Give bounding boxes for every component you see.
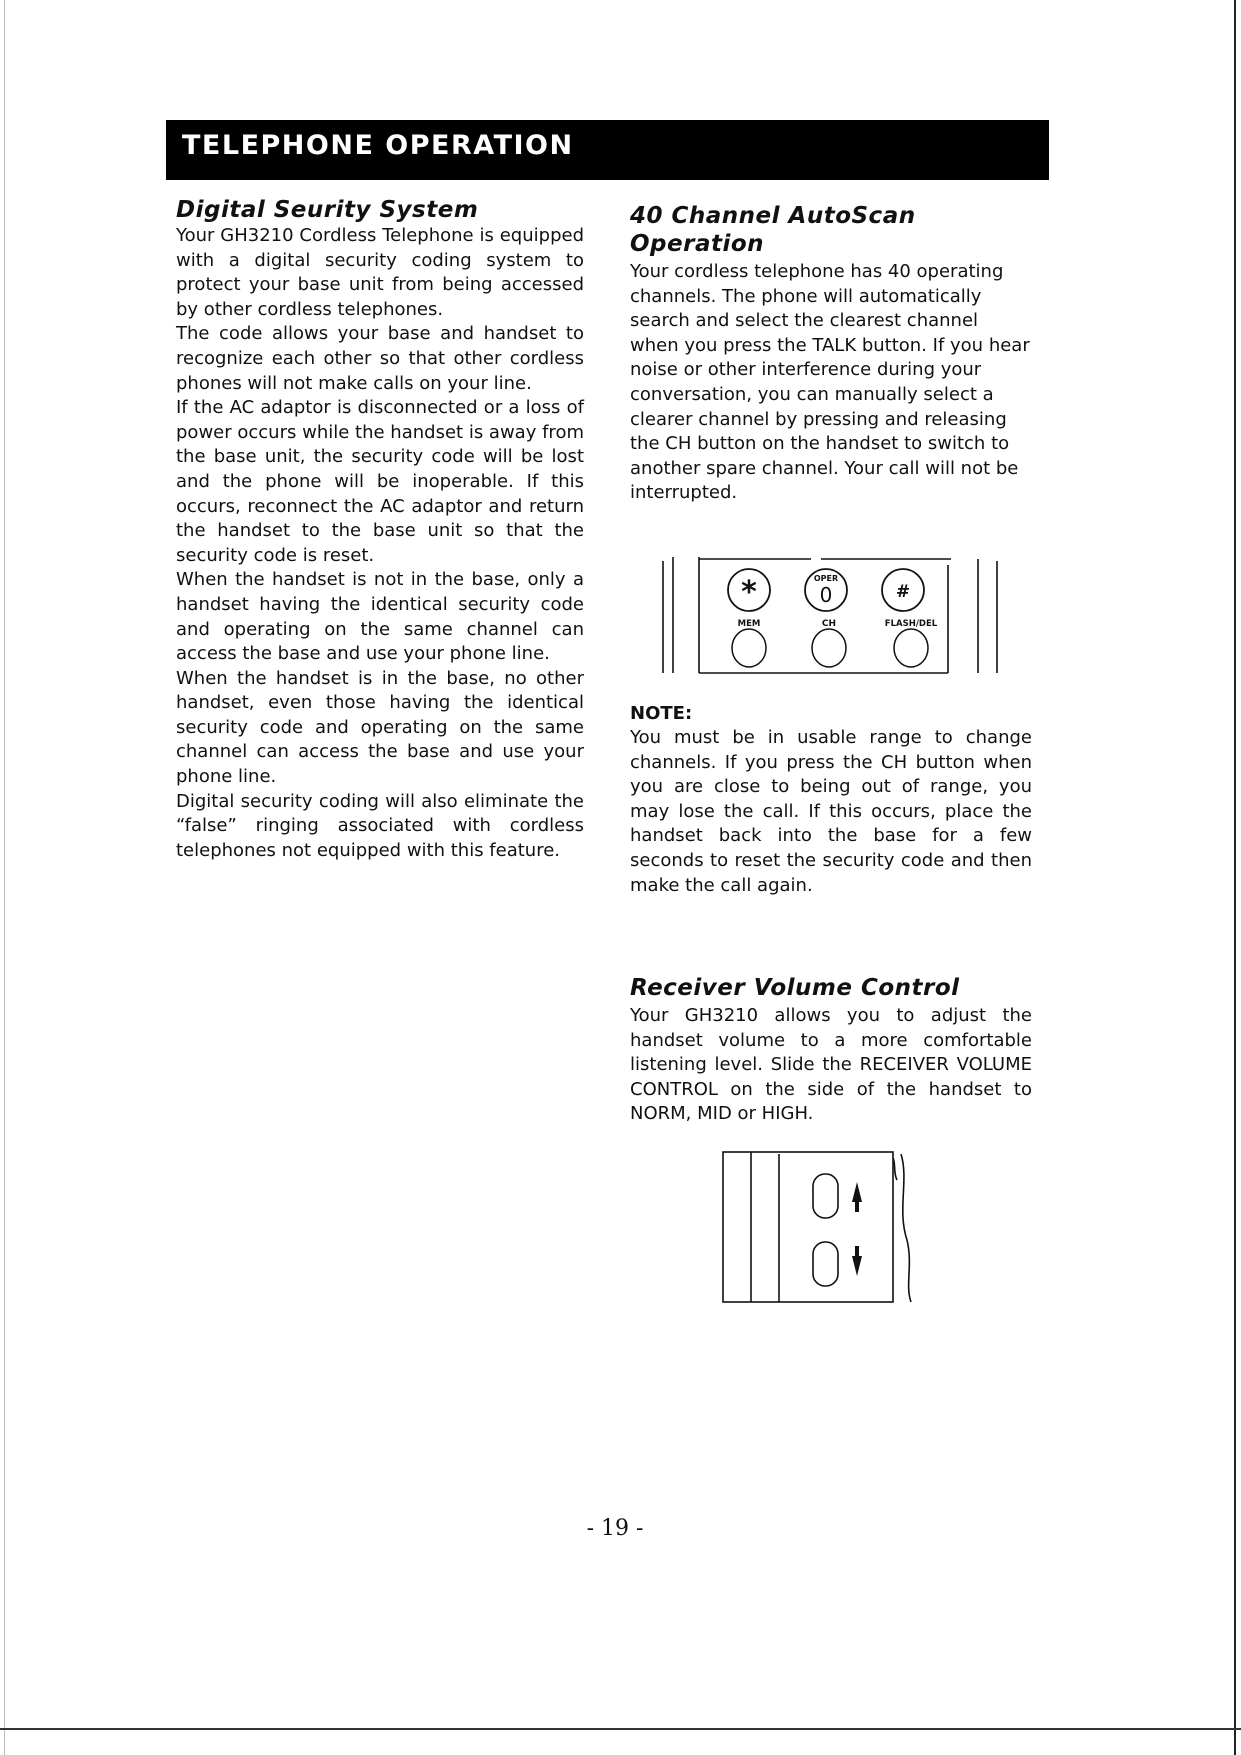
- section-title: TELEPHONE OPERATION: [182, 130, 574, 161]
- star-key-label: *: [741, 575, 757, 610]
- keypad-illustration: [661, 557, 1003, 677]
- mem-label: MEM: [737, 619, 761, 629]
- zero-oper-key: [805, 569, 847, 611]
- digital-security-heading: Digital Seurity System: [176, 197, 479, 223]
- flash-del-label: FLASH/DEL: [884, 619, 938, 629]
- right-column: [630, 202, 1032, 506]
- page-number: - 19 -: [586, 1516, 644, 1541]
- autoscan-paragraph: Your cordless telephone has 40 operating channels. The phone will automatically search and select the clearest channel when you press the TALK button. If you hear noise or other interference during your conversation, you can manually select a clearer channel by pressing and releasing the CH button on the handset to switch to another spare channel. Your call will not be interrupted.: [630, 261, 1030, 504]
- mem-button: [732, 629, 766, 667]
- volume-heading: Receiver Volume Control: [630, 975, 960, 1001]
- security-paragraph-6: Digital security coding will also eliminate the “false” ringing associated with cordless telephones not equipped with this feature.: [176, 790, 584, 861]
- security-paragraph-4: When the handset is not in the base, only a handset having the identical security code and operating on the same channel can access the base and use your phone line.: [176, 569, 584, 665]
- note-block: [630, 702, 1032, 898]
- volume-up-slot: [813, 1174, 838, 1218]
- note-label: NOTE:: [630, 703, 693, 724]
- volume-block: [630, 974, 1032, 1127]
- section-header-bar: [166, 120, 1049, 180]
- volume-up-arrow-icon: [852, 1182, 862, 1202]
- volume-down-arrow-icon: [852, 1256, 862, 1276]
- volume-control-illustration: [721, 1150, 935, 1304]
- flash-del-button: [894, 629, 928, 667]
- autoscan-heading: 40 Channel AutoScan Operation: [630, 203, 916, 257]
- ch-button: [812, 629, 846, 667]
- security-paragraph-1: Your GH3210 Cordless Telephone is equipped with a digital security coding system to protect your base unit from being accessed by other cordless telephones.: [176, 225, 584, 320]
- zero-key-label: 0: [819, 583, 833, 607]
- scan-edge-left: [4, 0, 5, 1755]
- pound-key: [882, 569, 924, 611]
- pound-key-label: #: [895, 582, 911, 602]
- volume-paragraph: Your GH3210 allows you to adjust the handset volume to a more comfortable listening level. Slide the RECEIVER VOLUME CONTROL on the side of the handset to NORM, MID or HIGH.: [630, 1005, 1032, 1125]
- ch-label: CH: [821, 619, 837, 629]
- star-key: [728, 569, 770, 611]
- oper-label: OPER: [813, 574, 839, 583]
- note-paragraph: You must be in usable range to change channels. If you press the CH button when you are close to being out of range, you may lose the call. If this occurs, place the handset back into the base for a few seconds to reset the security code and then make the call again.: [630, 727, 1032, 896]
- security-paragraph-3: If the AC adaptor is disconnected or a loss of power occurs while the handset is away from the base unit, the security code will be lost and the phone will be inoperable. If this occurs, reconnect the AC adaptor and return the handset to the base unit so that the security code is reset.: [176, 397, 584, 566]
- scan-edge-right: [1234, 0, 1236, 1755]
- security-paragraph-5: When the handset is in the base, no other handset, even those having the identical security code and operating on the same channel can access the base and use your phone line.: [176, 667, 584, 788]
- scan-edge-bottom: [0, 1728, 1241, 1730]
- left-column: [176, 196, 584, 863]
- security-paragraph-2: The code allows your base and handset to recognize each other so that other cordless phones will not make calls on your line.: [176, 323, 584, 394]
- volume-down-slot: [813, 1242, 838, 1286]
